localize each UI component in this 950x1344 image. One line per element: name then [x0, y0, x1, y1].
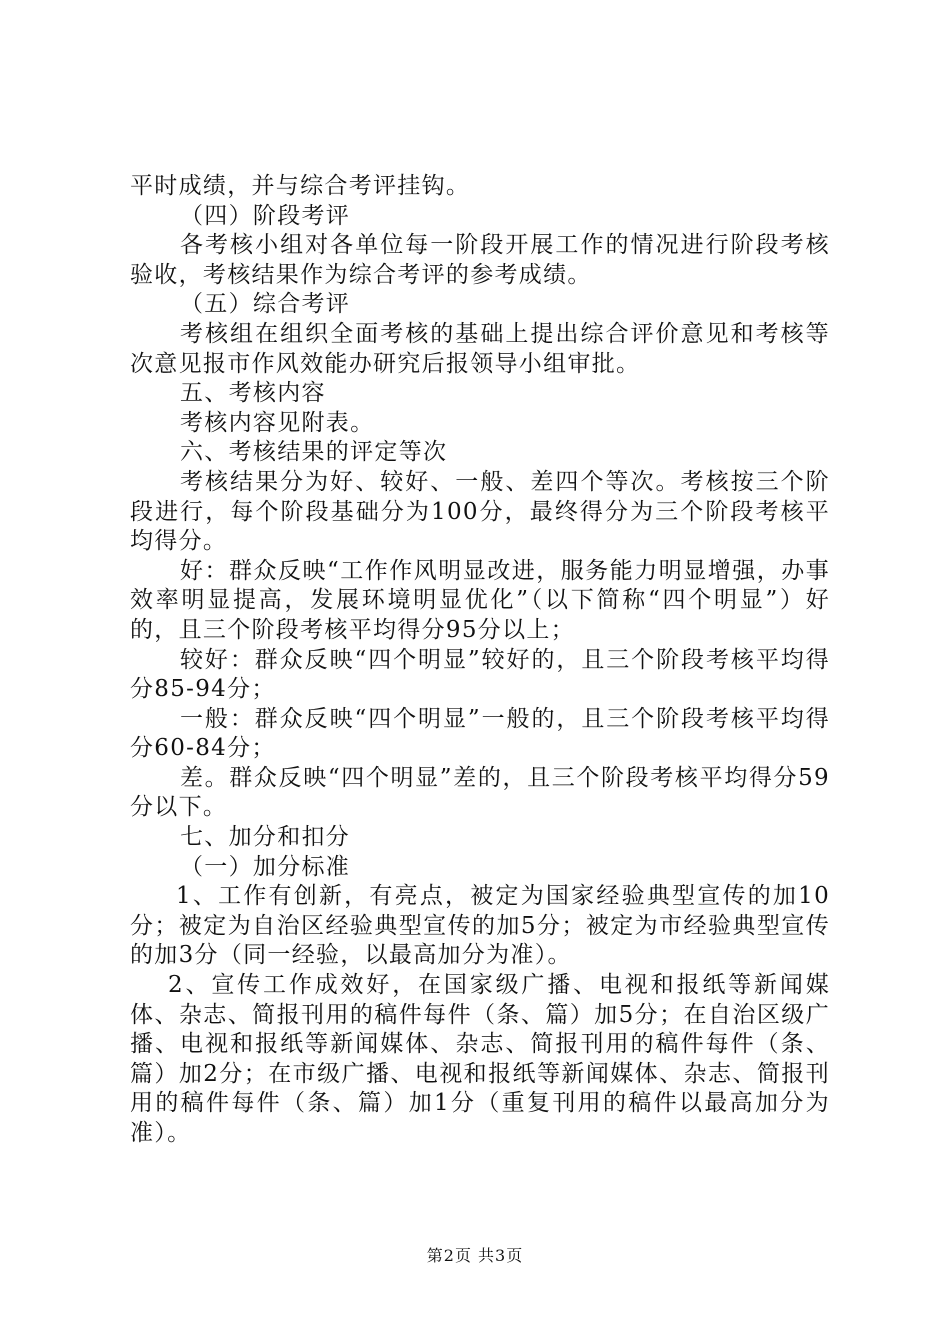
section-heading: 七、加分和扣分: [180, 824, 351, 851]
section-heading: （四）阶段考评: [180, 202, 351, 229]
paragraph: 各考核小组对各单位每一阶段开展工作的情况进行阶段考核验收，考核结果作为综合考评的参考成绩。: [130, 232, 830, 288]
paragraph: 2、宣传工作成效好，在国家级广播、电视和报纸等新闻媒体、杂志、简报刊用的稿件每件（条、篇）加5分；在自治区级广播、电视和报纸等新闻媒体、杂志、简报刊用的稿件每件（条、篇）加2分；在市级广播、电视和报纸等新闻媒体、杂志、简报刊用的稿件每件（条、篇）加1分（重复刊用的稿件以最高加分为准）。: [130, 972, 830, 1146]
paragraph: 1、工作有创新，有亮点，被定为国家经验典型宣传的加10分；被定为自治区经验典型宣传的加5分；被定为市经验典型宣传的加3分（同一经验，以最高加分为准）。: [130, 883, 830, 969]
paragraph: 考核结果分为好、较好、一般、差四个等次。考核按三个阶段进行，每个阶段基础分为100分，最终得分为三个阶段考核平均得分。: [130, 468, 830, 555]
paragraph: 考核内容见附表。: [180, 409, 375, 436]
section-heading: 六、考核结果的评定等次: [180, 439, 448, 466]
page-number-footer: 第2页 共3页: [426, 1246, 524, 1265]
paragraph: 考核组在组织全面考核的基础上提出综合评价意见和考核等次意见报市作风效能办研究后报领导小组审批。: [130, 320, 830, 377]
section-heading: （五）综合考评: [180, 291, 351, 318]
document-body: [130, 172, 830, 1149]
paragraph: 差。群众反映“四个明显”差的，且三个阶段考核平均得分59分以下。: [130, 764, 830, 821]
paragraph: 好：群众反映“工作作风明显改进，服务能力明显增强，办事效率明显提高，发展环境明显优化”（以下简称“四个明显”）好的，且三个阶段考核平均得分95分以上；: [130, 557, 830, 643]
paragraph: 一般：群众反映“四个明显”一般的，且三个阶段考核平均得分60-84分；: [130, 705, 830, 762]
paragraph: 较好：群众反映“四个明显”较好的，且三个阶段考核平均得分85-94分；: [130, 646, 830, 703]
paragraph: 平时成绩，并与综合考评挂钩。: [130, 173, 471, 199]
section-heading: （一）加分标准: [180, 853, 351, 880]
section-heading: 五、考核内容: [180, 380, 326, 407]
